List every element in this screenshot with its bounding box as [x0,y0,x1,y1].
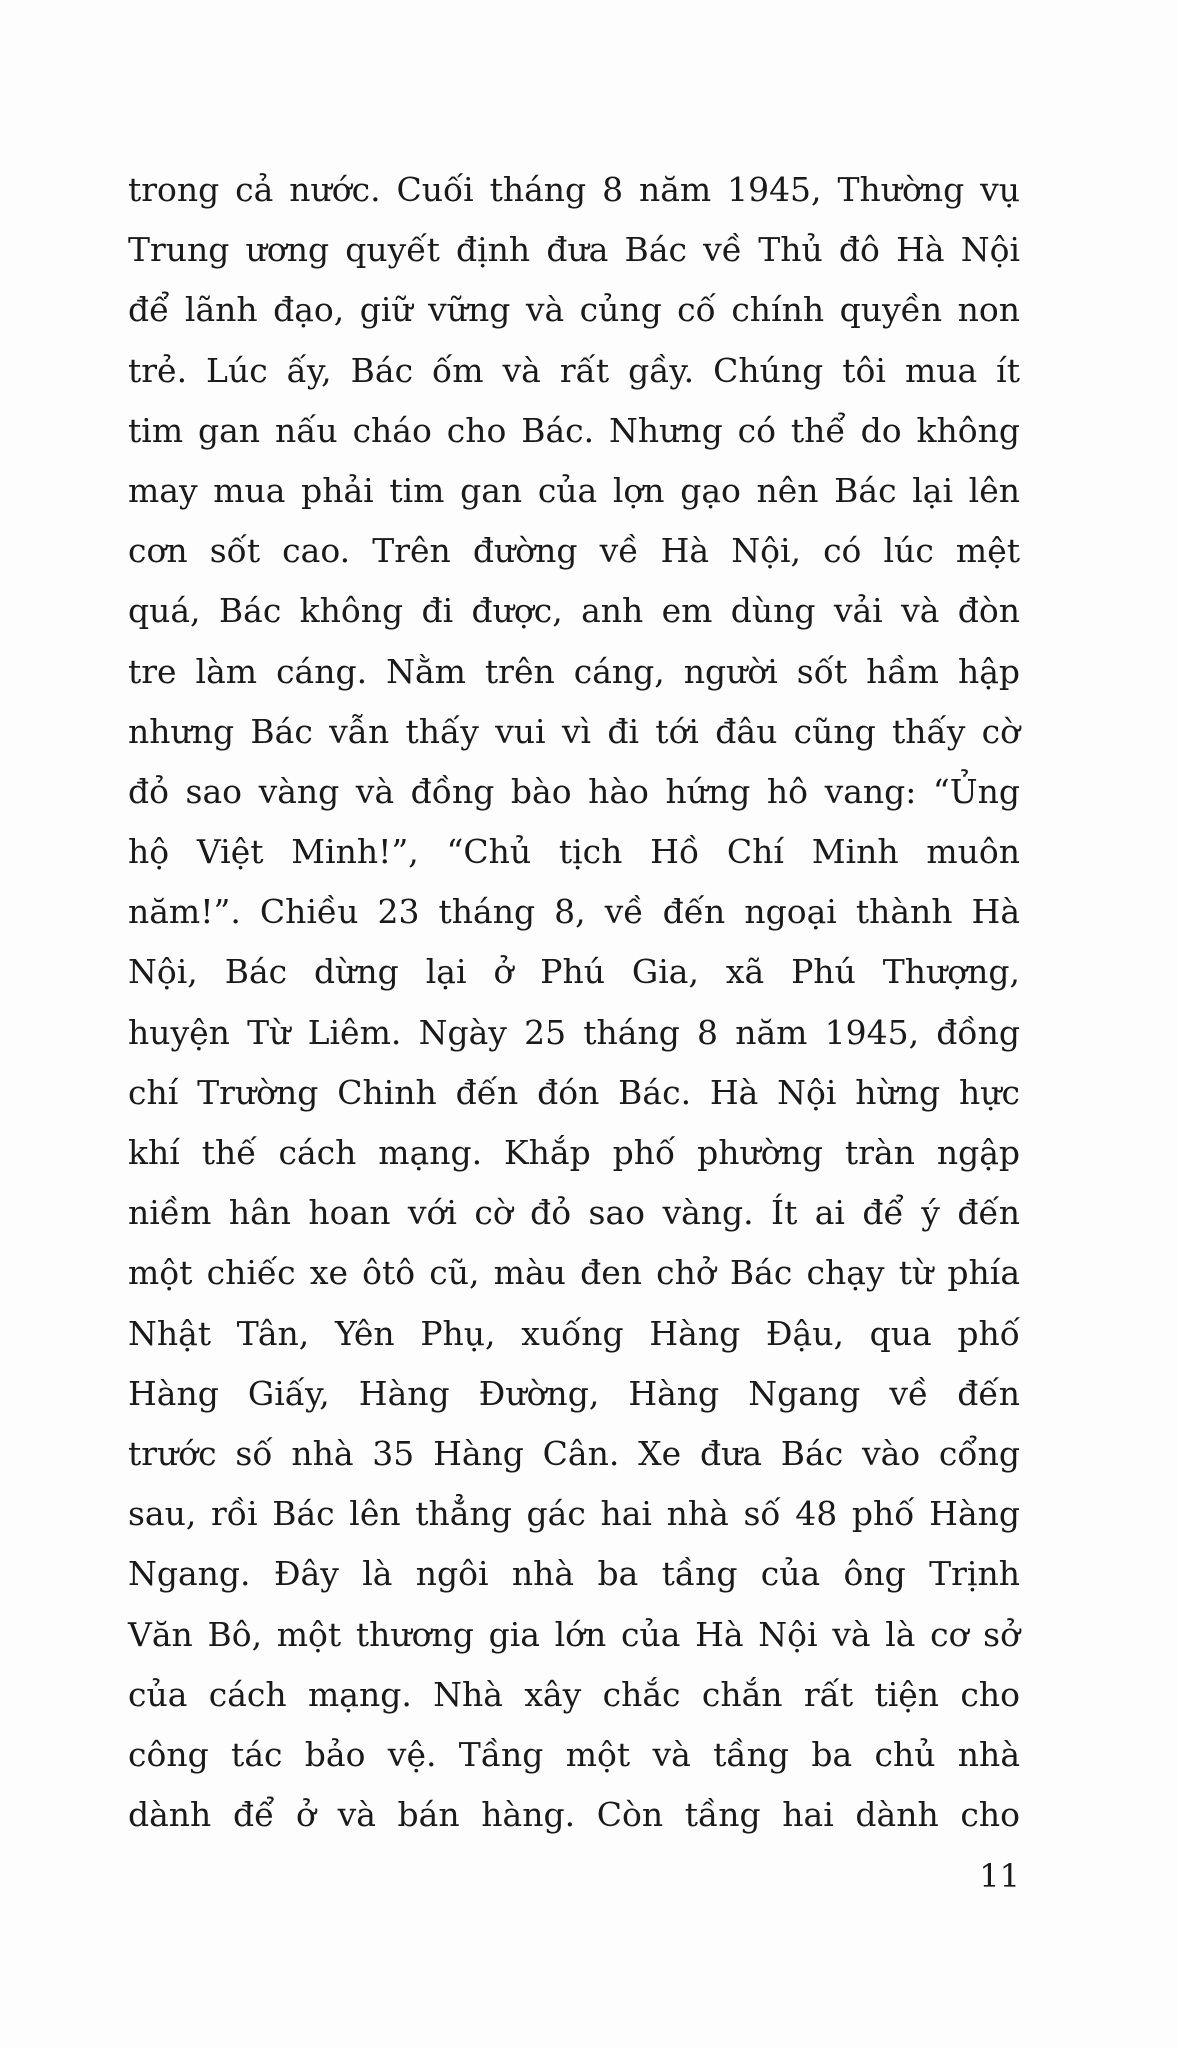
text-line: Hàng Giấy, Hàng Đường, Hàng Ngang về đến [128,1373,1020,1413]
text-line: nhưng Bác vẫn thấy vui vì đi tới đâu cũng thấy cờ [128,711,1020,751]
text-line: trẻ. Lúc ấy, Bác ốm và rất gầy. Chúng tôi mua ít [128,350,1020,390]
text-line: huyện Từ Liêm. Ngày 25 tháng 8 năm 1945, đồng [128,1012,1020,1052]
text-line: Nhật Tân, Yên Phụ, xuống Hàng Đậu, qua phố [128,1313,1020,1353]
text-line: chí Trường Chinh đến đón Bác. Hà Nội hừng hực [128,1072,1020,1112]
text-line: may mua phải tim gan của lợn gạo nên Bác lại lên [128,470,1020,510]
text-line: hộ Việt Minh!”, “Chủ tịch Hồ Chí Minh muôn [128,832,1020,872]
text-line: Nội, Bác dừng lại ở Phú Gia, xã Phú Thượng, [128,952,1020,992]
text-line: Văn Bô, một thương gia lớn của Hà Nội và là cơ sở [128,1614,1020,1654]
text-line: Trung ương quyết định đưa Bác về Thủ đô Hà Nội [128,230,1020,270]
page-number: 11 [979,1857,1020,1895]
text-line: tre làm cáng. Nằm trên cáng, người sốt hầm hập [128,651,1020,691]
text-line: trong cả nước. Cuối tháng 8 năm 1945, Thường vụ [128,170,1020,209]
text-line: để lãnh đạo, giữ vững và củng cố chính quyền non [128,290,1020,330]
text-line: khí thế cách mạng. Khắp phố phường tràn ngập [128,1133,1020,1172]
text-line: niềm hân hoan với cờ đỏ sao vàng. Ít ai để ý đến [128,1193,1020,1233]
text-line: tim gan nấu cháo cho Bác. Nhưng có thể do không [128,410,1020,450]
text-line: trước số nhà 35 Hàng Cân. Xe đưa Bác vào cổng [128,1433,1020,1473]
text-line: dành để ở và bán hàng. Còn tầng hai dành cho [128,1795,1020,1835]
text-line: năm!”. Chiều 23 tháng 8, về đến ngoại thành Hà [128,892,1020,932]
text-line: sau, rồi Bác lên thẳng gác hai nhà số 48 phố Hàng [128,1494,1020,1534]
text-line: của cách mạng. Nhà xây chắc chắn rất tiện cho [128,1674,1020,1714]
text-line: công tác bảo vệ. Tầng một và tầng ba chủ nhà [128,1734,1020,1774]
text-line: một chiếc xe ôtô cũ, màu đen chở Bác chạy từ phía [128,1253,1020,1293]
text-line: đỏ sao vàng và đồng bào hào hứng hô vang: “Ủng [128,771,1020,811]
text-line: quá, Bác không đi được, anh em dùng vải và đòn [128,591,1020,631]
text-line: cơn sốt cao. Trên đường về Hà Nội, có lúc mệt [128,531,1020,571]
text-line: Ngang. Đây là ngôi nhà ba tầng của ông Trịnh [128,1554,1020,1594]
body-text [128,160,1020,1845]
